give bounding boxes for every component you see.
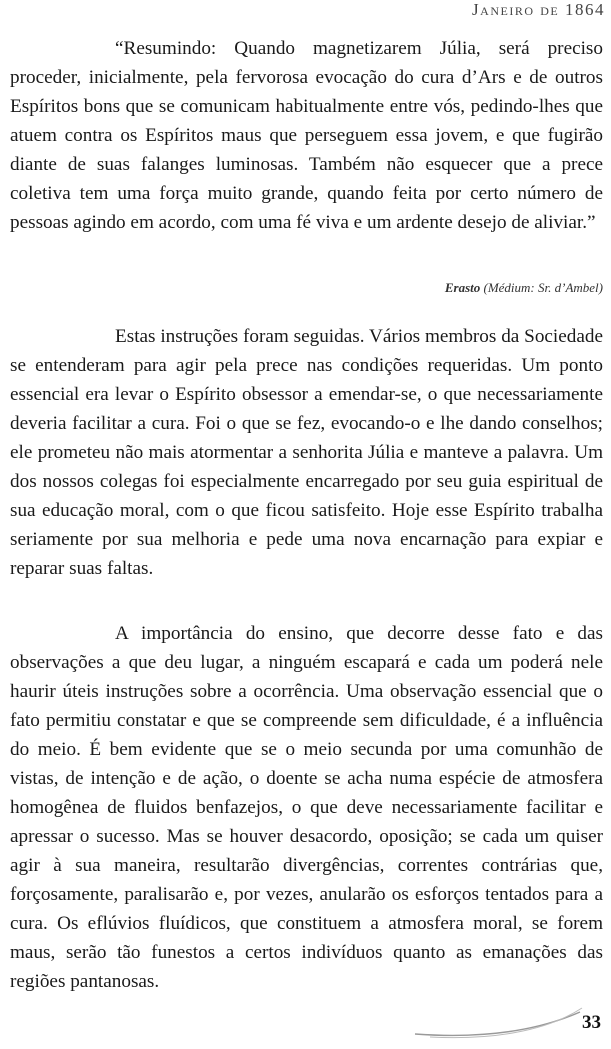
paragraph-quote: [10, 34, 603, 237]
running-header: Janeiro de 1864: [472, 0, 605, 19]
paragraph-text: Estas instruções foram seguidas. Vários membros da Sociedade se entenderam para agir pela prece nas condições requeridas. Um ponto essencial era levar o Espírito obsessor a emendar-se, o que necessariamente deveria facilitar a cura. Foi o que se fez, evocando-o e lhe dando conselhos; ele prometeu não mais atormentar a senhorita Júlia e manteve a palavra. Um dos nossos colegas foi especialmente encarregado por seu guia espiritual de sua educação moral, com o que ficou satisfeito. Hoje esse Espírito trabalha seriamente por sua melhoria e pede uma nova encarnação para expiar e reparar suas faltas.: [10, 326, 603, 579]
signature-author: Erasto: [444, 280, 481, 295]
paragraph-body: [10, 322, 603, 583]
signature: [445, 280, 603, 296]
paragraph-text: A importância do ensino, que decorre desse fato e das observações a que deu lugar, a ninguém escapará e cada um poderá nele haurir úteis instruções sobre a ocorrência. Uma observação essencial que o fato permitiu constatar e que se compreende sem dificuldade, é a influência do meio. É bem evidente que se o meio secunda por uma comunhão de vistas, de intenção e de ação, o doente se acha numa espécie de atmosfera homogênea de fluidos benfazejos, o que deve necessariamente facilitar e apressar o sucesso. Mas se houver desacordo, oposição; se cada um quiser agir à sua maneira, resultarão divergências, correntes contrárias que, forçosamente, paralisarão e, por vezes, anularão os esforços tentados para a cura. Os eflúvios fluídicos, que constituem a atmosfera moral, se forem maus, serão tão funestos a certos indivíduos quanto as emanações das regiões pantanosas.: [10, 623, 603, 992]
paragraph-text: “Resumindo: Quando magnetizarem Júlia, será preciso proceder, inicialmente, pela fervorosa evocação do cura d’Ars e de outros Espíritos bons que se comunicam habitualmente entre vós, pedindo-lhes que atuem contra os Espíritos maus que perseguem essa jovem, e que fugirão diante de suas falanges luminosas. Também não esquecer que a prece coletiva tem uma força muito grande, quando feita por certo número de pessoas agindo em acordo, com uma fé viva e um ardente desejo de aliviar.”: [10, 38, 603, 233]
signature-medium: (Médium: Sr. d’Ambel): [483, 280, 603, 295]
paragraph-body: [10, 619, 603, 996]
footer-swoosh-ornament: [410, 1004, 585, 1044]
page-number: 33: [582, 1012, 601, 1033]
